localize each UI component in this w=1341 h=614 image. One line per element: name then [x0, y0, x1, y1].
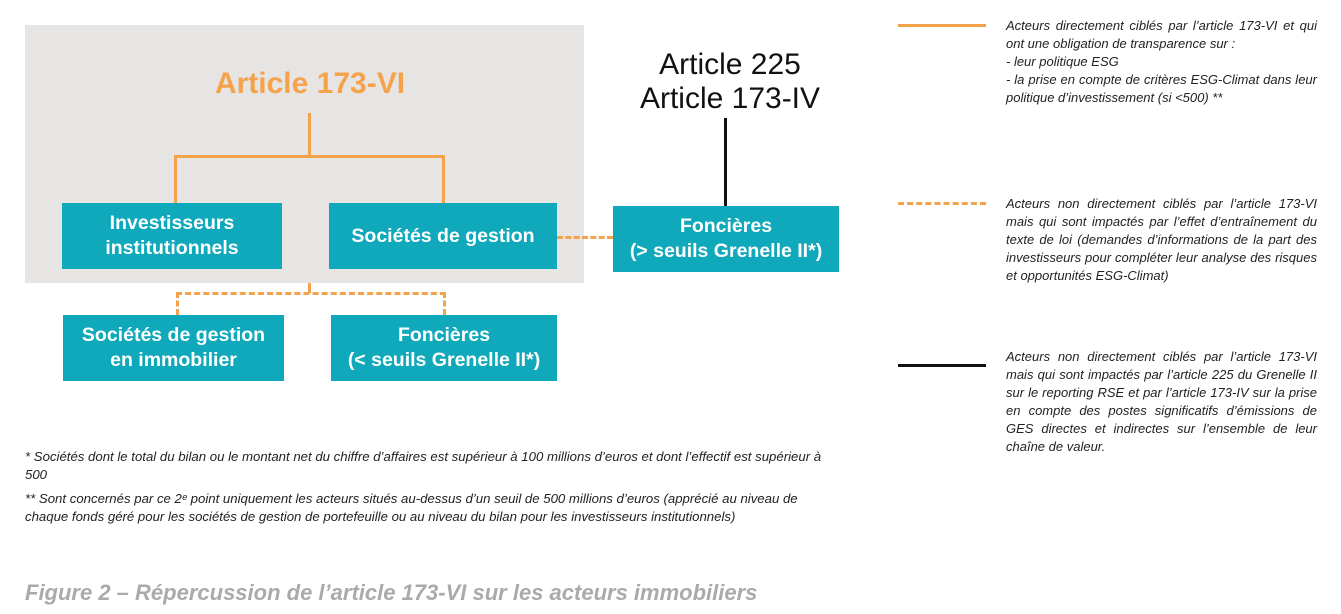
- legend-line-solid-orange: [898, 24, 986, 27]
- box-societes-gestion-immobilier: [63, 315, 284, 381]
- right-title-line-1: Article 225: [659, 48, 801, 81]
- connector-branch-horizontal: [174, 155, 445, 158]
- box-foncieres-below-line-2: (< seuils Grenelle II*): [347, 349, 541, 371]
- legend-text-article-225: [1006, 348, 1317, 456]
- legend-direct-line-1: Acteurs directement ciblés par l’article 173-VI et qui ont une obligation de transparence sur :: [1006, 18, 1317, 51]
- figure-caption: Figure 2 – Répercussion de l’article 173-VI sur les acteurs immobiliers: [25, 580, 758, 605]
- article-173-vi-title: Article 173-VI: [214, 67, 406, 100]
- legend-direct-line-2: - leur politique ESG: [1006, 54, 1119, 69]
- dashed-connector-lower-horizontal: [176, 292, 446, 295]
- connector-title-vertical: [308, 113, 311, 157]
- box-foncieres-below-seuils: [331, 315, 557, 381]
- box-foncieres-above-line-2: (> seuils Grenelle II*): [629, 240, 823, 262]
- legend-indirect-line-1: Acteurs non directement ciblés par l’article 173-VI mais qui sont impactés par l’effet d’entraînement du texte de loi (demandes d’informations de la part des investisseurs pour compléter leur analyse des risques et opportunités ESG-Climat): [1006, 196, 1317, 283]
- legend-line-dashed-orange: [898, 202, 986, 205]
- box-foncieres-above-line-1: Foncières: [679, 215, 773, 237]
- right-title-line-2: Article 173-IV: [639, 82, 821, 115]
- box-foncieres-below-line-1: Foncières: [397, 324, 491, 346]
- box-investisseurs-line-2: institutionnels: [105, 237, 239, 259]
- article-225-173-iv-title: [615, 48, 845, 116]
- connector-article-225-vertical: [724, 118, 727, 206]
- box-societes-immobilier-line-1: Sociétés de gestion: [81, 324, 266, 346]
- legend-article-225-line-1: Acteurs non directement ciblés par l’article 173-VI mais qui sont impactés par l’article 225 du Grenelle II sur le reporting RSE et par l’article 173-IV sur la prise en compte des postes significatifs d’émissions de GES directes et indirectes sur l’ensemble de leur chaîne de valeur.: [1006, 349, 1317, 454]
- legend-text-indirect: [1006, 195, 1317, 285]
- box-investisseurs-institutionnels: [62, 203, 282, 269]
- connector-right-drop: [442, 155, 445, 204]
- legend-text-direct: [1006, 17, 1317, 107]
- dashed-connector-lower-left: [176, 292, 179, 315]
- connector-left-drop: [174, 155, 177, 204]
- box-foncieres-above-seuils: [613, 206, 839, 272]
- box-societes-de-gestion: [329, 203, 557, 269]
- footnote-single-star: * Sociétés dont le total du bilan ou le montant net du chiffre d’affaires est supérieur à 100 millions d’euros et dont l’effectif est supérieur à 500: [25, 449, 822, 482]
- box-investisseurs-line-1: Investisseurs: [109, 212, 235, 234]
- dashed-connector-lower-right: [443, 292, 446, 315]
- dashed-connector-to-foncieres-above: [557, 236, 613, 239]
- footnote-double-star: ** Sont concernés par ce 2ᵉ point uniquement les acteurs situés au-dessus d’un seuil de 500 millions d’euros (apprécié au niveau de chaque fonds géré pour les sociétés de gestion de portefeuille ou au niveau du bilan pour les investisseurs institutionnels): [25, 491, 798, 524]
- legend-direct-line-3: - la prise en compte de critères ESG-Climat dans leur politique d’investissement (si <500) **: [1006, 72, 1317, 105]
- box-societes-gestion-line-1: Sociétés de gestion: [351, 224, 535, 247]
- legend-line-solid-black: [898, 364, 986, 367]
- box-societes-immobilier-line-2: en immobilier: [110, 349, 237, 371]
